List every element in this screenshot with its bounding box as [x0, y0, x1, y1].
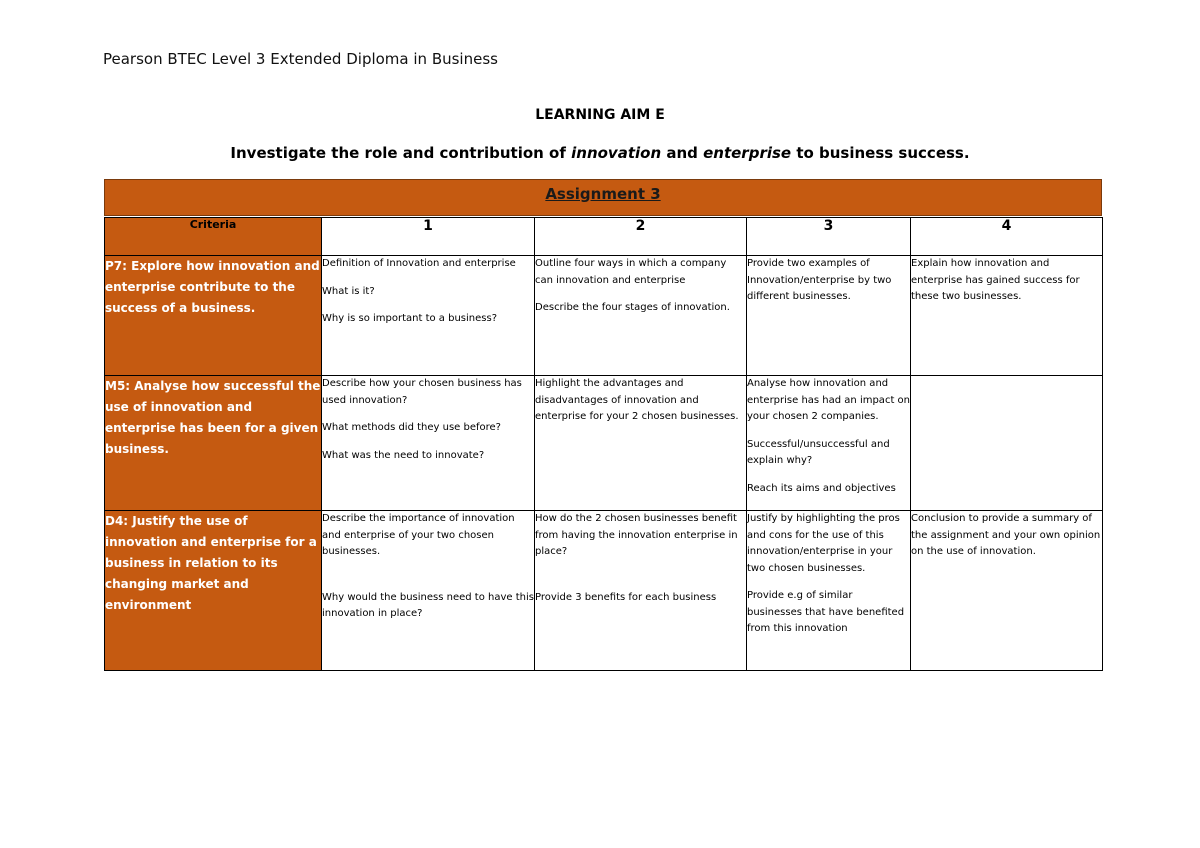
table-cell: [535, 376, 747, 511]
criterion-m5: M5: Analyse how successful the use of innovation and enterprise has been for a given business.: [105, 376, 322, 511]
cell-text: Describe the importance of innovation and enterprise of your two chosen businesses.: [322, 513, 515, 557]
table-cell: [535, 511, 747, 671]
cell-text: Describe the four stages of innovation.: [535, 302, 730, 313]
cell-text: Why is so important to a business?: [322, 313, 497, 324]
header-col-4: 4: [911, 218, 1103, 256]
cell-text: What is it?: [322, 285, 375, 297]
cell-text: Why would the business need to have this innovation in place?: [322, 591, 534, 619]
header-col-2: 2: [535, 218, 747, 256]
document-header: Pearson BTEC Level 3 Extended Diploma in Business: [103, 50, 498, 68]
table-cell: [911, 511, 1103, 671]
cell-text: Justify by highlighting the pros and cons for the use of this innovation/enterprise in your two chosen businesses.: [747, 513, 900, 574]
subtitle-emphasis-enterprise: enterprise: [703, 144, 792, 162]
table-row: [105, 376, 1103, 511]
table-cell: [322, 376, 535, 511]
table-cell: [322, 256, 535, 376]
table-cell: [747, 511, 911, 671]
cell-text: Highlight the advantages and disadvantages of innovation and enterprise for your 2 chosen businesses.: [535, 378, 739, 422]
cell-text: What methods did they use before?: [322, 422, 501, 433]
assessment-grid: [104, 217, 1103, 671]
subtitle-emphasis-innovation: innovation: [571, 144, 662, 162]
criterion-d4: D4: Justify the use of innovation and enterprise for a business in relation to its changing market and environment: [105, 511, 322, 671]
cell-text: Provide two examples of Innovation/enterprise by two different businesses.: [747, 258, 892, 302]
table-cell: [322, 511, 535, 671]
cell-text: Provide 3 benefits for each business: [535, 591, 717, 603]
cell-text: Explain how innovation and enterprise has gained success for these two businesses.: [911, 258, 1080, 302]
table-cell-empty: [911, 376, 1103, 511]
cell-text: Definition of Innovation and enterprise: [322, 258, 516, 269]
header-col-1: 1: [322, 218, 535, 256]
table-row: [105, 256, 1103, 376]
table-cell: [911, 256, 1103, 376]
cell-text: How do the 2 chosen businesses benefit from having the innovation enterprise in place?: [535, 513, 738, 557]
header-col-3: 3: [747, 218, 911, 256]
cell-spacer: [322, 561, 534, 590]
table-cell: [747, 376, 911, 511]
header-criteria: Criteria: [105, 218, 322, 256]
learning-aim-title: LEARNING AIM E: [535, 107, 665, 123]
subtitle-part: and: [661, 144, 704, 162]
assignment-title: Assignment 3: [545, 185, 661, 203]
cell-spacer: [535, 561, 746, 590]
criterion-p7: P7: Explore how innovation and enterprise contribute to the success of a business.: [105, 256, 322, 376]
subtitle-part: Investigate the role and contribution of: [230, 144, 572, 162]
cell-text: Conclusion to provide a summary of the assignment and your own opinion on the use of innovation.: [911, 513, 1101, 557]
cell-text: Describe how your chosen business has used innovation?: [322, 378, 522, 406]
table-cell: [535, 256, 747, 376]
cell-text: Successful/unsuccessful and explain why?: [747, 438, 890, 466]
cell-text: Outline four ways in which a company can innovation and enterprise: [535, 258, 727, 286]
grid-header-row: [105, 218, 1103, 256]
table-cell: [747, 256, 911, 376]
table-row: [105, 511, 1103, 671]
cell-text: Reach its aims and objectives: [747, 482, 896, 494]
cell-text: What was the need to innovate?: [322, 449, 485, 461]
cell-text: Analyse how innovation and enterprise has had an impact on your chosen 2 companies.: [747, 378, 910, 422]
subtitle-part: to business success.: [791, 144, 970, 162]
assignment-banner: [104, 179, 1102, 216]
learning-aim-subtitle: [0, 144, 1200, 162]
cell-text: Provide e.g of similar businesses that have benefited from this innovation: [747, 590, 905, 634]
